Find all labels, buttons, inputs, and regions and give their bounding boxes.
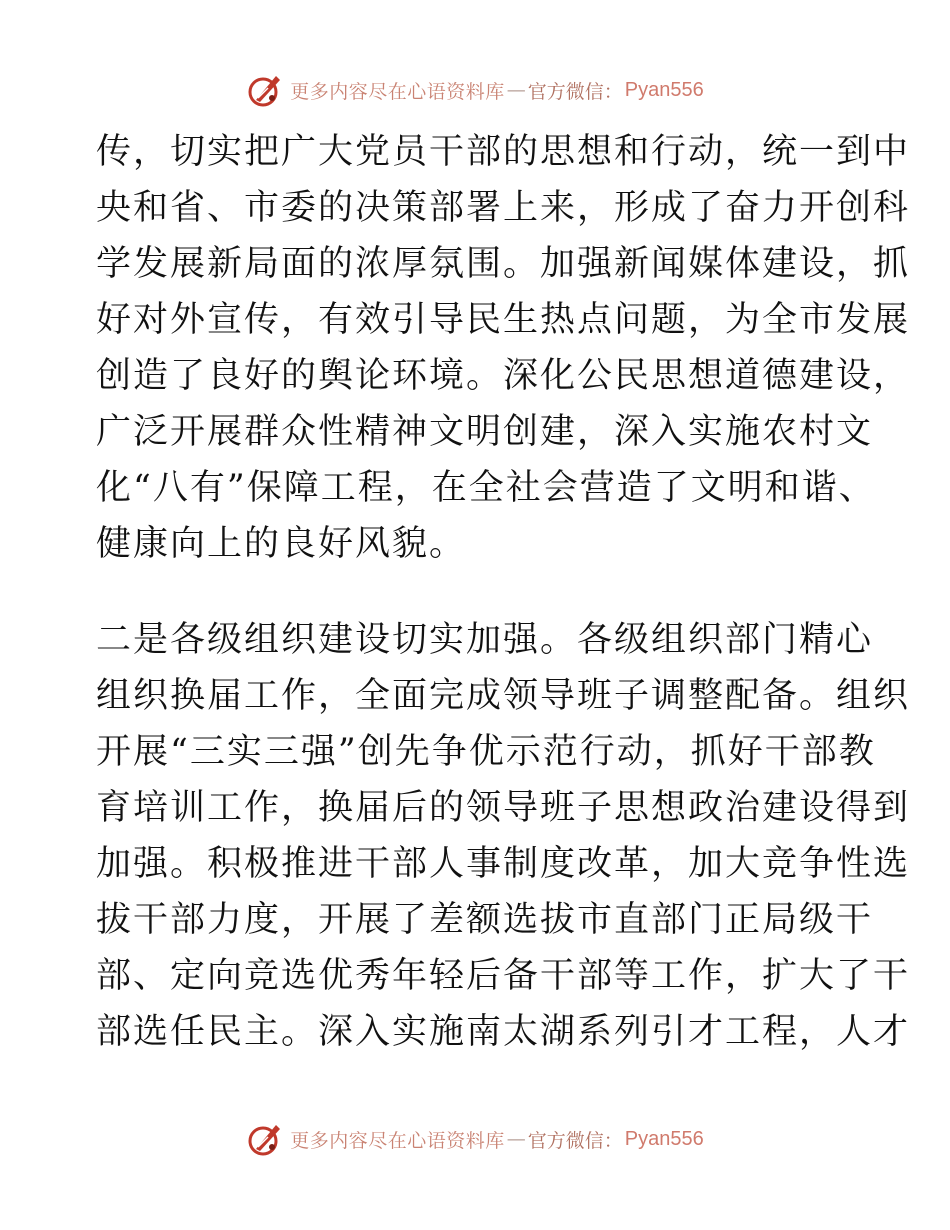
- text-line: 好对外宣传，有效引导民生热点问题，为全市发展: [96, 300, 911, 340]
- brand-separator: —: [506, 79, 526, 101]
- text-line: 传，切实把广大党员干部的思想和行动，统一到中: [96, 132, 911, 172]
- text-line: 加强。积极推进干部人事制度改革，加大竞争性选: [96, 844, 911, 884]
- page-footer-watermark: [0, 1117, 950, 1161]
- text-line: 央和省、市委的决策部署上来，形成了奋力开创科: [96, 188, 911, 228]
- wechat-label: 官方微信：: [527, 80, 623, 103]
- document-body: [96, 124, 911, 1060]
- text-line: 化“八有”保障工程，在全社会营造了文明和谐、: [96, 468, 876, 508]
- text-line: 创造了良好的舆论环境。深化公民思想道德建设，: [96, 356, 911, 396]
- brand-banner: [246, 70, 704, 110]
- text-line: 健康向上的良好风貌。: [96, 524, 467, 564]
- text-line: 部选任民主。深入实施南太湖系列引才工程，人才: [96, 1012, 911, 1052]
- text-line: 开展“三实三强”创先争优示范行动，抓好干部教: [96, 732, 876, 772]
- text-line: 育培训工作，换届后的领导班子思想政治建设得到: [96, 788, 911, 828]
- paragraph-1: [96, 124, 911, 572]
- text-line: 拔干部力度，开展了差额选拔市直部门正局级干: [96, 900, 874, 940]
- text-line: 组织换届工作，全面完成领导班子调整配备。组织: [96, 676, 911, 716]
- wechat-id: Pyan556: [624, 78, 704, 101]
- text-line: 学发展新局面的浓厚氛围。加强新闻媒体建设，抓: [96, 244, 911, 284]
- text-line: 部、定向竞选优秀年轻后备干部等工作，扩大了干: [96, 956, 911, 996]
- wechat-id: Pyan556: [624, 1127, 704, 1150]
- text-line: 广泛开展群众性精神文明创建，深入实施农村文: [96, 412, 874, 452]
- text-line: 二是各级组织建设切实加强。各级组织部门精心: [96, 620, 874, 660]
- wechat-label: 官方微信：: [527, 1129, 623, 1152]
- paragraph-2: [96, 612, 911, 1060]
- brand-text: 更多内容尽在心语资料库: [290, 1129, 505, 1152]
- quill-pen-icon: [246, 1119, 286, 1159]
- paragraph-gap: [96, 572, 856, 612]
- brand-banner: [246, 1119, 704, 1159]
- brand-text: 更多内容尽在心语资料库: [290, 80, 505, 103]
- quill-pen-icon: [246, 70, 286, 110]
- brand-separator: —: [506, 1128, 526, 1150]
- page-header-watermark: [0, 68, 950, 112]
